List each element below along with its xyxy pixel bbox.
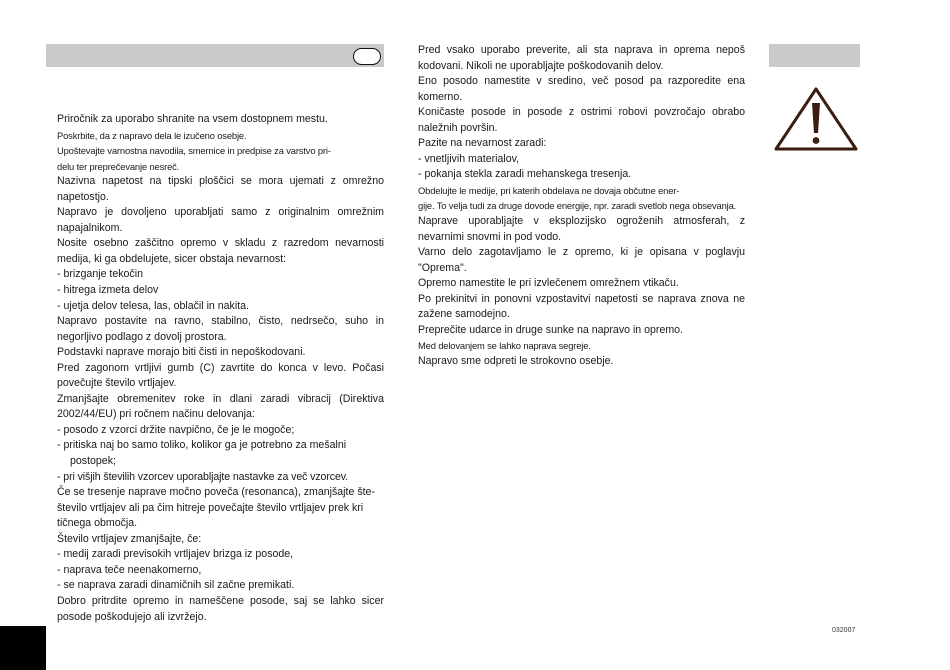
- paragraph: Priročnik za uporabo shranite na vsem dostopnem mestu.: [57, 113, 328, 125]
- language-badge: [353, 48, 381, 65]
- paragraph: - se naprava zaradi dinamičnih sil začne premikati.: [57, 579, 295, 592]
- paragraph: - naprava teče neenakomerno,: [57, 563, 202, 576]
- paragraph: Varno delo zagotavljamo le z opremo, ki je opisana v poglavju "Oprema".: [418, 246, 745, 274]
- paragraph: - hitrega izmeta delov: [57, 284, 159, 297]
- warning-header-bar: [769, 44, 860, 67]
- paragraph: Pred zagonom vrtljivi gumb (C) zavrtite do konca v levo. Počasi povečujte število vrtljajev.: [57, 361, 384, 390]
- paragraph: - medij zaradi previsokih vrtljajev brizga iz posode,: [57, 548, 294, 561]
- paragraph: Pred vsako uporabo preverite, ali sta naprava in oprema nepoš kodovani. Nikoli ne uporabljajte poškodovanih delov.: [418, 44, 745, 72]
- paragraph: - ujetja delov telesa, las, oblačil in nakita.: [57, 299, 249, 312]
- paragraph: Upoštevajte varnostna navodila, smernice in predpise za varstvo pri- delu ter preprečevanje nesreč.: [57, 145, 331, 172]
- paragraph: Nazivna napetost na tipski ploščici se mora ujemati z omrežno napetostjo.: [57, 175, 384, 203]
- safety-text-left-column: [57, 112, 384, 625]
- paragraph: Eno posodo namestite v sredino, več posod pa razporedite ena komerno.: [418, 75, 745, 103]
- paragraph: Poskrbite, da z napravo dela le izučeno osebje.: [57, 129, 247, 141]
- paragraph: Opremo namestite le pri izvlečenem omrežnem vtikaču.: [418, 277, 679, 290]
- paragraph: - posodo z vzorci držite navpično, če je le mogoče;: [57, 423, 295, 436]
- paragraph: Zmanjšajte obremenitev roke in dlani zaradi vibracij (Direktiva 2002/44/EU) pri ročnem načinu delovanja:: [57, 392, 384, 421]
- section-header-bar: [46, 44, 384, 67]
- paragraph: Obdelujte le medije, pri katerih obdelava ne dovaja občutne ener- gije. To velja tudi za druge dovode energije, npr. zaradi svetlob nega obsevanja.: [418, 184, 737, 212]
- paragraph: Med delovanjem se lahko naprava segreje.: [418, 340, 591, 352]
- page-corner-marker: [0, 626, 46, 670]
- paragraph: Preprečite udarce in druge sunke na napravo in opremo.: [418, 323, 684, 336]
- paragraph: Napravo postavite na ravno, stabilno, čisto, nedrsečo, suho in negorljivo podlago z dovolj prostora.: [57, 315, 384, 343]
- safety-text-middle-column: [418, 43, 745, 369]
- paragraph: Če se tresenje naprave močno poveča (resonanca), zmanjšajte šte- število vrtljajev ali pa čim hitreje povečajte število vrtljajev prek kri tičnega območja.: [57, 486, 375, 530]
- paragraph: - pokanja stekla zaradi mehanskega tresenja.: [418, 168, 632, 181]
- paragraph: Naprave uporabljajte v eksplozijsko ogroženih atmosferah, z nevarnimi snovmi in pod vodo.: [418, 215, 745, 243]
- paragraph: - vnetljivih materialov,: [418, 152, 520, 165]
- page-code: 032007: [832, 627, 856, 634]
- paragraph: - pri višjih številih vzorcev uporabljajte nastavke za več vzorcev.: [57, 470, 349, 483]
- paragraph: Napravo je dovoljeno uporabljati samo z originalnim omrežnim napajalnikom.: [57, 206, 384, 234]
- paragraph: Po prekinitvi in ponovni vzpostavitvi napetosti se naprava znova ne zažene samodejno.: [418, 292, 745, 321]
- paragraph: Pazite na nevarnost zaradi:: [418, 137, 547, 150]
- paragraph: - pritiska naj bo samo toliko, kolikor ga je potrebno za mešalni postopek;: [57, 439, 347, 468]
- paragraph: Podstavki naprave morajo biti čisti in nepoškodovani.: [57, 346, 306, 359]
- paragraph: Napravo sme odpreti le strokovno osebje.: [418, 354, 614, 367]
- paragraph: Število vrtljajev zmanjšajte, če:: [57, 532, 202, 545]
- paragraph: Dobro pritrdite opremo in nameščene posode, saj se lahko sicer posode poškodujejo ali izvržejo.: [57, 594, 384, 623]
- paragraph: - brizganje tekočin: [57, 268, 143, 281]
- paragraph: Nosite osebno zaščitno opremo v skladu z razredom nevarnosti medija, ki ga obdelujete, sicer obstaja nevarnost:: [57, 237, 384, 265]
- paragraph: Koničaste posode in posode z ostrimi robovi povzročajo obrabo naležnih površin.: [418, 106, 745, 134]
- warning-icon: [773, 86, 859, 152]
